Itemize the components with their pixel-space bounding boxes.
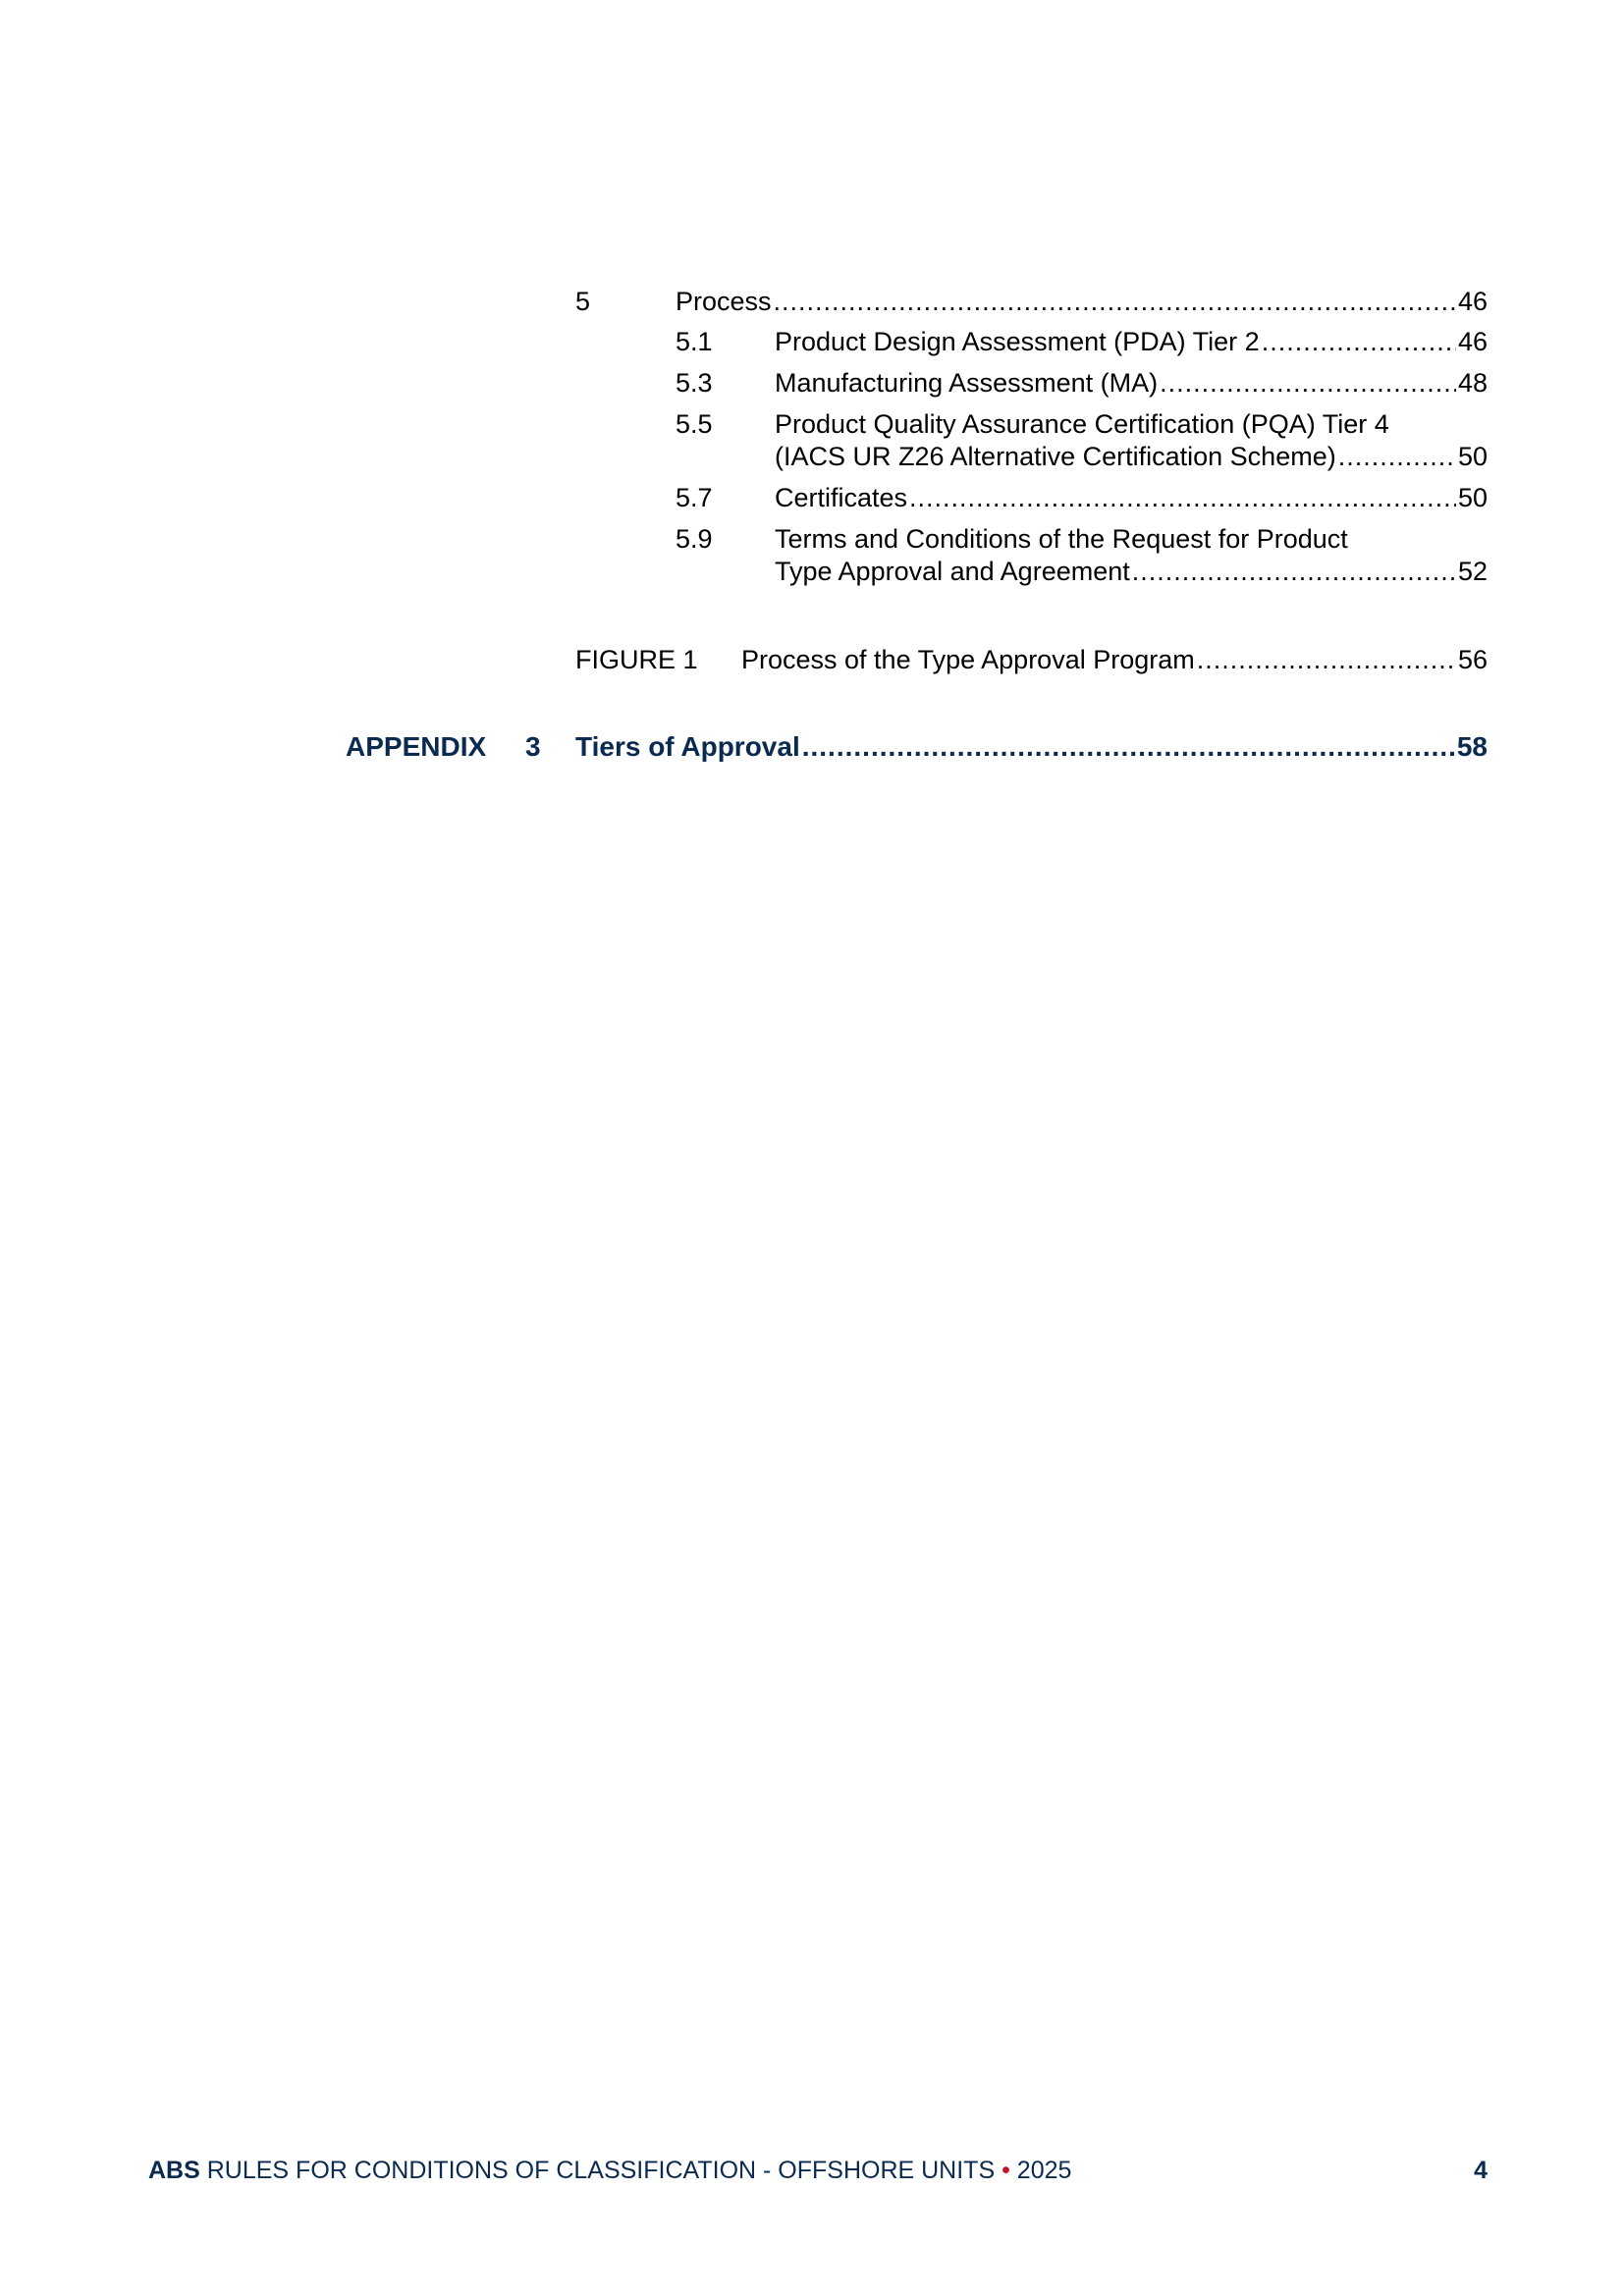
toc-entry-terms[interactable] xyxy=(775,556,1488,588)
toc-page-number: 50 xyxy=(1457,442,1488,471)
footer-title: RULES FOR CONDITIONS OF CLASSIFICATION - OFFSHORE UNITS xyxy=(206,2157,996,2184)
toc-entry-certificates[interactable] xyxy=(775,482,1488,514)
toc-entry-title-line1: Product Quality Assurance Certification (PQA) Tier 4 xyxy=(775,409,1389,439)
dot-leader xyxy=(802,730,1455,764)
footer-bullet: • xyxy=(1001,2157,1010,2184)
toc-section-number: 5 xyxy=(575,287,591,316)
figure-label: FIGURE 1 xyxy=(575,645,698,674)
footer-year: 2025 xyxy=(1016,2157,1072,2184)
dot-leader xyxy=(1132,556,1456,588)
toc-entry-appendix-3[interactable] xyxy=(575,730,1488,764)
footer-page-number: 4 xyxy=(1474,2157,1488,2184)
appendix-number: 3 xyxy=(525,731,541,762)
toc-entry-title-line2: Type Approval and Agreement xyxy=(775,557,1130,586)
dot-leader xyxy=(1262,326,1456,358)
appendix-label: APPENDIX xyxy=(346,731,487,762)
toc-page-number: 56 xyxy=(1457,645,1488,674)
toc-page-number: 48 xyxy=(1457,368,1488,398)
toc-entry-title-line1: Terms and Conditions of the Request for Product xyxy=(775,524,1348,554)
dot-leader xyxy=(1160,367,1456,400)
toc-item-number: 5.9 xyxy=(676,524,713,554)
toc-entry-pqa[interactable] xyxy=(775,441,1488,473)
toc-entry-title: Manufacturing Assessment (MA) xyxy=(775,368,1159,398)
toc-item-number: 5.7 xyxy=(676,483,713,512)
toc-entry-ma[interactable] xyxy=(775,367,1488,400)
toc-entry-title: Process xyxy=(676,287,772,316)
toc-entry-title: Product Design Assessment (PDA) Tier 2 xyxy=(775,327,1260,356)
toc-entry-title: Certificates xyxy=(775,483,908,512)
dot-leader xyxy=(1338,441,1456,473)
page-footer xyxy=(148,2156,1488,2185)
toc-item-number: 5.1 xyxy=(676,327,713,356)
toc-entry-title-line2: (IACS UR Z26 Alternative Certification Scheme) xyxy=(775,442,1336,471)
toc-page-number: 58 xyxy=(1456,731,1488,762)
dot-leader xyxy=(909,482,1456,514)
toc-entry-pda[interactable] xyxy=(775,326,1488,358)
toc-item-number: 5.5 xyxy=(676,409,713,439)
toc-page-number: 46 xyxy=(1457,287,1488,316)
toc-entry-process[interactable] xyxy=(676,286,1488,318)
dot-leader xyxy=(774,286,1456,318)
toc-entry-figure-1[interactable] xyxy=(741,644,1488,676)
toc-entry-title: Tiers of Approval xyxy=(575,731,800,762)
toc-page-number: 52 xyxy=(1457,557,1488,586)
toc-item-number: 5.3 xyxy=(676,368,713,398)
footer-brand: ABS xyxy=(148,2157,200,2184)
toc-page-number: 46 xyxy=(1457,327,1488,356)
dot-leader xyxy=(1197,644,1456,676)
toc-entry-title: Process of the Type Approval Program xyxy=(741,645,1195,674)
toc-page-number: 50 xyxy=(1457,483,1488,512)
